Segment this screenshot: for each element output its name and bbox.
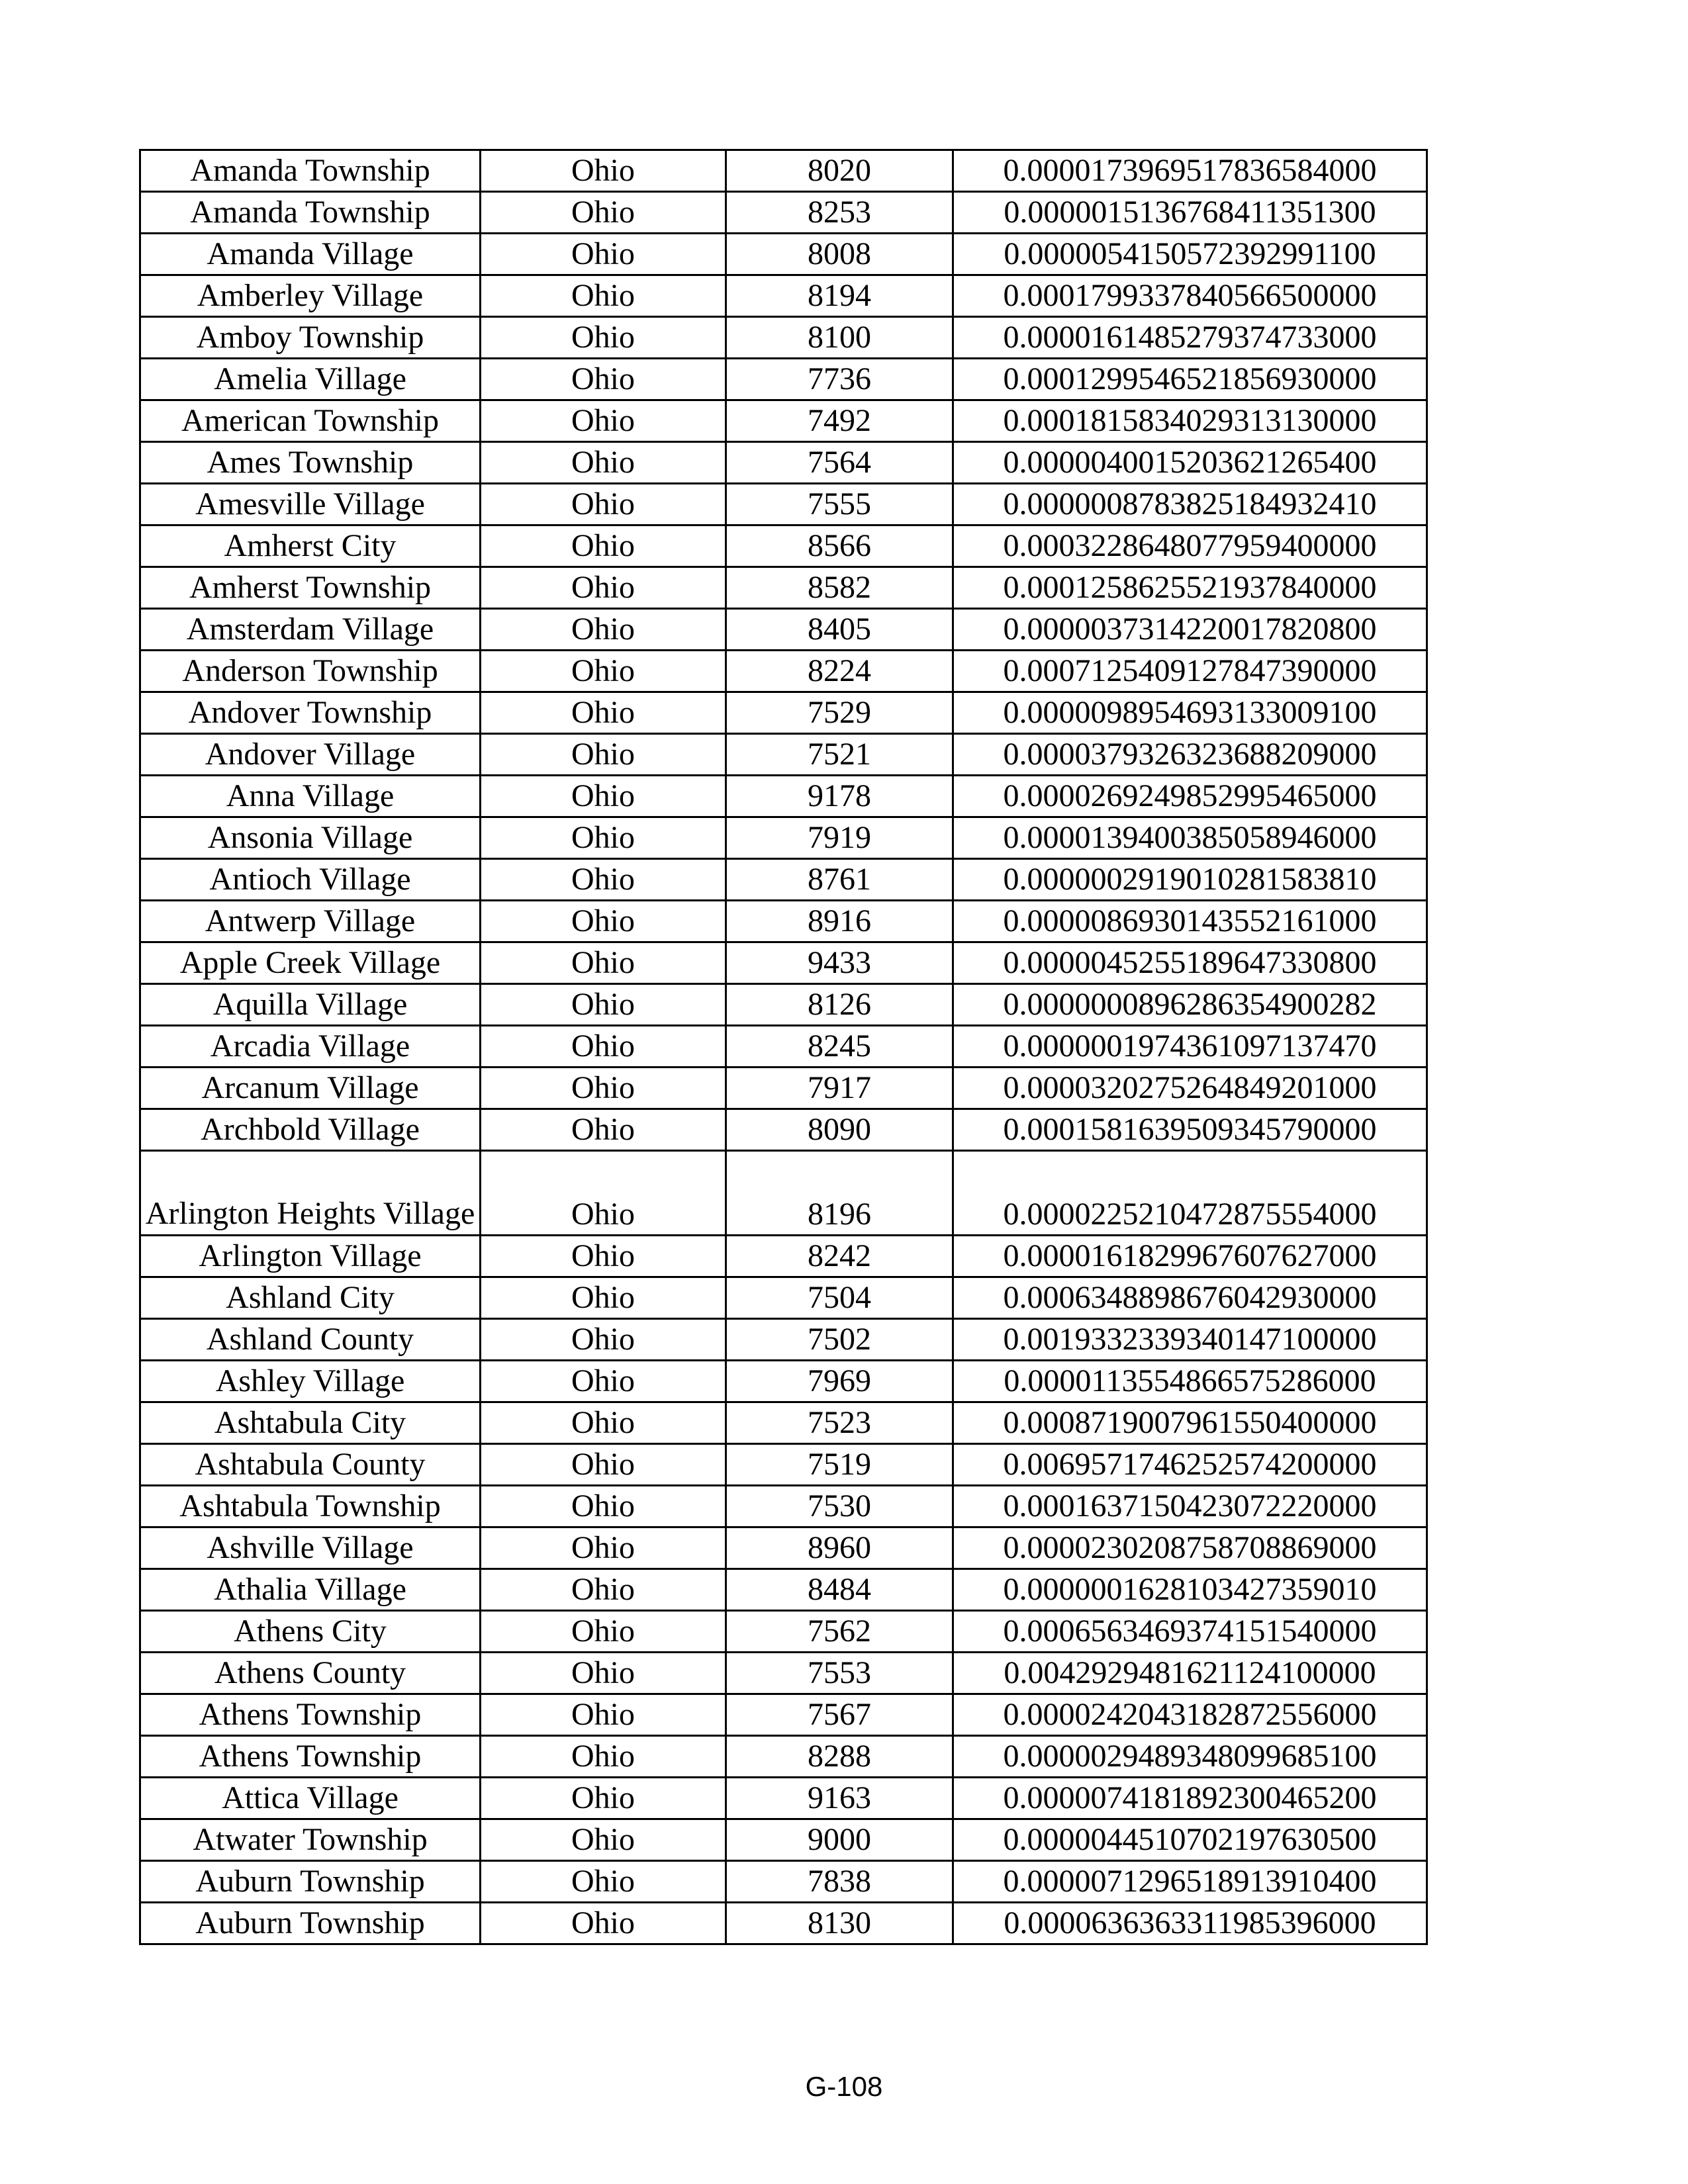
name-cell: Andover Township [140, 692, 481, 734]
code-cell: 7917 [726, 1068, 953, 1109]
value-cell: 0.0000161485279374733000 [953, 317, 1427, 359]
name-cell: Amberley Village [140, 275, 481, 317]
value-cell: 0.0000044510702197630500 [953, 1819, 1427, 1861]
state-cell: Ohio [481, 192, 726, 234]
table-row [140, 859, 1427, 901]
state-cell: Ohio [481, 525, 726, 567]
name-cell: Athens Township [140, 1694, 481, 1736]
table-row [140, 1319, 1427, 1361]
state-cell: Ohio [481, 609, 726, 651]
code-cell: 8960 [726, 1527, 953, 1569]
name-cell: Arlington Heights Village [140, 1151, 481, 1236]
state-cell: Ohio [481, 651, 726, 692]
table-body [140, 150, 1427, 1944]
code-cell: 8484 [726, 1569, 953, 1611]
state-cell: Ohio [481, 1694, 726, 1736]
state-cell: Ohio [481, 1151, 726, 1236]
name-cell: Antwerp Village [140, 901, 481, 942]
name-cell: Ashtabula County [140, 1444, 481, 1486]
name-cell: Ashland County [140, 1319, 481, 1361]
name-cell: Apple Creek Village [140, 942, 481, 984]
code-cell: 8916 [726, 901, 953, 942]
name-cell: Amherst City [140, 525, 481, 567]
name-cell: Athalia Village [140, 1569, 481, 1611]
table-row [140, 651, 1427, 692]
name-cell: Amboy Township [140, 317, 481, 359]
state-cell: Ohio [481, 484, 726, 525]
state-cell: Ohio [481, 692, 726, 734]
state-cell: Ohio [481, 234, 726, 275]
table-row [140, 776, 1427, 817]
code-cell: 8566 [726, 525, 953, 567]
table-row [140, 692, 1427, 734]
name-cell: Archbold Village [140, 1109, 481, 1151]
value-cell: 0.0000000896286354900282 [953, 984, 1427, 1026]
name-cell: Attica Village [140, 1778, 481, 1819]
code-cell: 8020 [726, 150, 953, 192]
name-cell: Amanda Village [140, 234, 481, 275]
name-cell: Auburn Township [140, 1861, 481, 1903]
value-cell: 0.0000002919010281583810 [953, 859, 1427, 901]
value-cell: 0.0001799337840566500000 [953, 275, 1427, 317]
code-cell: 8253 [726, 192, 953, 234]
state-cell: Ohio [481, 275, 726, 317]
name-cell: Anderson Township [140, 651, 481, 692]
table-row [140, 525, 1427, 567]
code-cell: 8194 [726, 275, 953, 317]
state-cell: Ohio [481, 776, 726, 817]
state-cell: Ohio [481, 1277, 726, 1319]
state-cell: Ohio [481, 359, 726, 400]
page-number: G-108 [805, 2071, 883, 2102]
value-cell: 0.0000242043182872556000 [953, 1694, 1427, 1736]
table-row [140, 317, 1427, 359]
value-cell: 0.0000173969517836584000 [953, 150, 1427, 192]
code-cell: 9178 [726, 776, 953, 817]
state-cell: Ohio [481, 1903, 726, 1944]
value-cell: 0.0000379326323688209000 [953, 734, 1427, 776]
table-row [140, 1611, 1427, 1653]
code-cell: 7530 [726, 1486, 953, 1527]
code-cell: 8761 [726, 859, 953, 901]
code-cell: 8582 [726, 567, 953, 609]
code-cell: 7523 [726, 1402, 953, 1444]
code-cell: 8242 [726, 1236, 953, 1277]
value-cell: 0.0000001974361097137470 [953, 1026, 1427, 1068]
table-row [140, 1402, 1427, 1444]
state-cell: Ohio [481, 1236, 726, 1277]
state-cell: Ohio [481, 859, 726, 901]
state-cell: Ohio [481, 400, 726, 442]
value-cell: 0.0008719007961550400000 [953, 1402, 1427, 1444]
state-cell: Ohio [481, 1861, 726, 1903]
table-row [140, 1569, 1427, 1611]
name-cell: Amherst Township [140, 567, 481, 609]
table-row [140, 400, 1427, 442]
state-cell: Ohio [481, 1569, 726, 1611]
code-cell: 9000 [726, 1819, 953, 1861]
table-row [140, 442, 1427, 484]
name-cell: Amelia Village [140, 359, 481, 400]
table-row [140, 1444, 1427, 1486]
state-cell: Ohio [481, 1319, 726, 1361]
value-cell: 0.0000054150572392991100 [953, 234, 1427, 275]
code-cell: 8196 [726, 1151, 953, 1236]
table-row [140, 1277, 1427, 1319]
value-cell: 0.0000269249852995465000 [953, 776, 1427, 817]
value-cell: 0.0003228648077959400000 [953, 525, 1427, 567]
table-row [140, 1068, 1427, 1109]
table-row [140, 942, 1427, 984]
table-row [140, 234, 1427, 275]
value-cell: 0.0000071296518913910400 [953, 1861, 1427, 1903]
state-cell: Ohio [481, 1109, 726, 1151]
code-cell: 7529 [726, 692, 953, 734]
table-row [140, 1778, 1427, 1819]
value-cell: 0.0000040015203621265400 [953, 442, 1427, 484]
table-row [140, 1653, 1427, 1694]
code-cell: 9163 [726, 1778, 953, 1819]
name-cell: Aquilla Village [140, 984, 481, 1026]
state-cell: Ohio [481, 984, 726, 1026]
name-cell: Arlington Village [140, 1236, 481, 1277]
state-cell: Ohio [481, 1444, 726, 1486]
table-row [140, 1903, 1427, 1944]
code-cell: 7562 [726, 1611, 953, 1653]
value-cell: 0.0000636363311985396000 [953, 1903, 1427, 1944]
state-cell: Ohio [481, 442, 726, 484]
table-row [140, 609, 1427, 651]
value-cell: 0.0000029489348099685100 [953, 1736, 1427, 1778]
code-cell: 8405 [726, 609, 953, 651]
value-cell: 0.0000225210472875554000 [953, 1151, 1427, 1236]
value-cell: 0.0000161829967607627000 [953, 1236, 1427, 1277]
name-cell: Ames Township [140, 442, 481, 484]
state-cell: Ohio [481, 1361, 726, 1402]
table-row [140, 1151, 1427, 1236]
name-cell: Ashville Village [140, 1527, 481, 1569]
value-cell: 0.0006563469374151540000 [953, 1611, 1427, 1653]
code-cell: 7736 [726, 359, 953, 400]
value-cell: 0.0000045255189647330800 [953, 942, 1427, 984]
name-cell: Amsterdam Village [140, 609, 481, 651]
code-cell: 7555 [726, 484, 953, 525]
value-cell: 0.0000001628103427359010 [953, 1569, 1427, 1611]
table-row [140, 817, 1427, 859]
value-cell: 0.0000015136768411351300 [953, 192, 1427, 234]
table-row [140, 1026, 1427, 1068]
allocation-table [139, 149, 1428, 1945]
table-row [140, 1694, 1427, 1736]
table-row [140, 1486, 1427, 1527]
code-cell: 8100 [726, 317, 953, 359]
code-cell: 7502 [726, 1319, 953, 1361]
state-cell: Ohio [481, 1736, 726, 1778]
state-cell: Ohio [481, 1486, 726, 1527]
state-cell: Ohio [481, 1026, 726, 1068]
name-cell: Anna Village [140, 776, 481, 817]
state-cell: Ohio [481, 1653, 726, 1694]
state-cell: Ohio [481, 1068, 726, 1109]
table-row [140, 484, 1427, 525]
name-cell: Antioch Village [140, 859, 481, 901]
value-cell: 0.0006348898676042930000 [953, 1277, 1427, 1319]
state-cell: Ohio [481, 1402, 726, 1444]
state-cell: Ohio [481, 1819, 726, 1861]
table-row [140, 275, 1427, 317]
name-cell: Arcanum Village [140, 1068, 481, 1109]
table-row [140, 984, 1427, 1026]
name-cell: Athens City [140, 1611, 481, 1653]
name-cell: Athens County [140, 1653, 481, 1694]
table-row [140, 359, 1427, 400]
value-cell: 0.0001258625521937840000 [953, 567, 1427, 609]
table-row [140, 1236, 1427, 1277]
code-cell: 8130 [726, 1903, 953, 1944]
name-cell: Amesville Village [140, 484, 481, 525]
value-cell: 0.0019332339340147100000 [953, 1319, 1427, 1361]
value-cell: 0.0007125409127847390000 [953, 651, 1427, 692]
table-row [140, 1109, 1427, 1151]
state-cell: Ohio [481, 1778, 726, 1819]
code-cell: 8288 [726, 1736, 953, 1778]
state-cell: Ohio [481, 317, 726, 359]
code-cell: 7969 [726, 1361, 953, 1402]
table-row [140, 567, 1427, 609]
value-cell: 0.0069571746252574200000 [953, 1444, 1427, 1486]
value-cell: 0.0000008783825184932410 [953, 484, 1427, 525]
value-cell: 0.0000074181892300465200 [953, 1778, 1427, 1819]
code-cell: 8224 [726, 651, 953, 692]
value-cell: 0.0000037314220017820800 [953, 609, 1427, 651]
state-cell: Ohio [481, 1611, 726, 1653]
name-cell: Auburn Township [140, 1903, 481, 1944]
code-cell: 7521 [726, 734, 953, 776]
value-cell: 0.0000098954693133009100 [953, 692, 1427, 734]
table-row [140, 150, 1427, 192]
value-cell: 0.0000086930143552161000 [953, 901, 1427, 942]
table-row [140, 1819, 1427, 1861]
table-row [140, 901, 1427, 942]
name-cell: Ashtabula Township [140, 1486, 481, 1527]
code-cell: 7504 [726, 1277, 953, 1319]
code-cell: 7553 [726, 1653, 953, 1694]
table-row [140, 1736, 1427, 1778]
name-cell: Ashley Village [140, 1361, 481, 1402]
value-cell: 0.0001581639509345790000 [953, 1109, 1427, 1151]
code-cell: 9433 [726, 942, 953, 984]
state-cell: Ohio [481, 901, 726, 942]
state-cell: Ohio [481, 734, 726, 776]
state-cell: Ohio [481, 567, 726, 609]
name-cell: Amanda Township [140, 192, 481, 234]
code-cell: 7564 [726, 442, 953, 484]
value-cell: 0.0042929481621124100000 [953, 1653, 1427, 1694]
value-cell: 0.0000230208758708869000 [953, 1527, 1427, 1569]
table-row [140, 1527, 1427, 1569]
name-cell: Amanda Township [140, 150, 481, 192]
code-cell: 7519 [726, 1444, 953, 1486]
name-cell: American Township [140, 400, 481, 442]
value-cell: 0.0001815834029313130000 [953, 400, 1427, 442]
code-cell: 8008 [726, 234, 953, 275]
code-cell: 7567 [726, 1694, 953, 1736]
value-cell: 0.0000139400385058946000 [953, 817, 1427, 859]
table-row [140, 1361, 1427, 1402]
name-cell: Athens Township [140, 1736, 481, 1778]
code-cell: 7919 [726, 817, 953, 859]
value-cell: 0.0001299546521856930000 [953, 359, 1427, 400]
value-cell: 0.0000320275264849201000 [953, 1068, 1427, 1109]
code-cell: 8126 [726, 984, 953, 1026]
table-row [140, 1861, 1427, 1903]
state-cell: Ohio [481, 817, 726, 859]
state-cell: Ohio [481, 1527, 726, 1569]
code-cell: 7492 [726, 400, 953, 442]
name-cell: Ashtabula City [140, 1402, 481, 1444]
table-row [140, 192, 1427, 234]
code-cell: 8245 [726, 1026, 953, 1068]
name-cell: Andover Village [140, 734, 481, 776]
table-row [140, 734, 1427, 776]
state-cell: Ohio [481, 150, 726, 192]
value-cell: 0.0000113554866575286000 [953, 1361, 1427, 1402]
code-cell: 8090 [726, 1109, 953, 1151]
state-cell: Ohio [481, 942, 726, 984]
name-cell: Arcadia Village [140, 1026, 481, 1068]
value-cell: 0.0001637150423072220000 [953, 1486, 1427, 1527]
name-cell: Atwater Township [140, 1819, 481, 1861]
name-cell: Ansonia Village [140, 817, 481, 859]
name-cell: Ashland City [140, 1277, 481, 1319]
code-cell: 7838 [726, 1861, 953, 1903]
